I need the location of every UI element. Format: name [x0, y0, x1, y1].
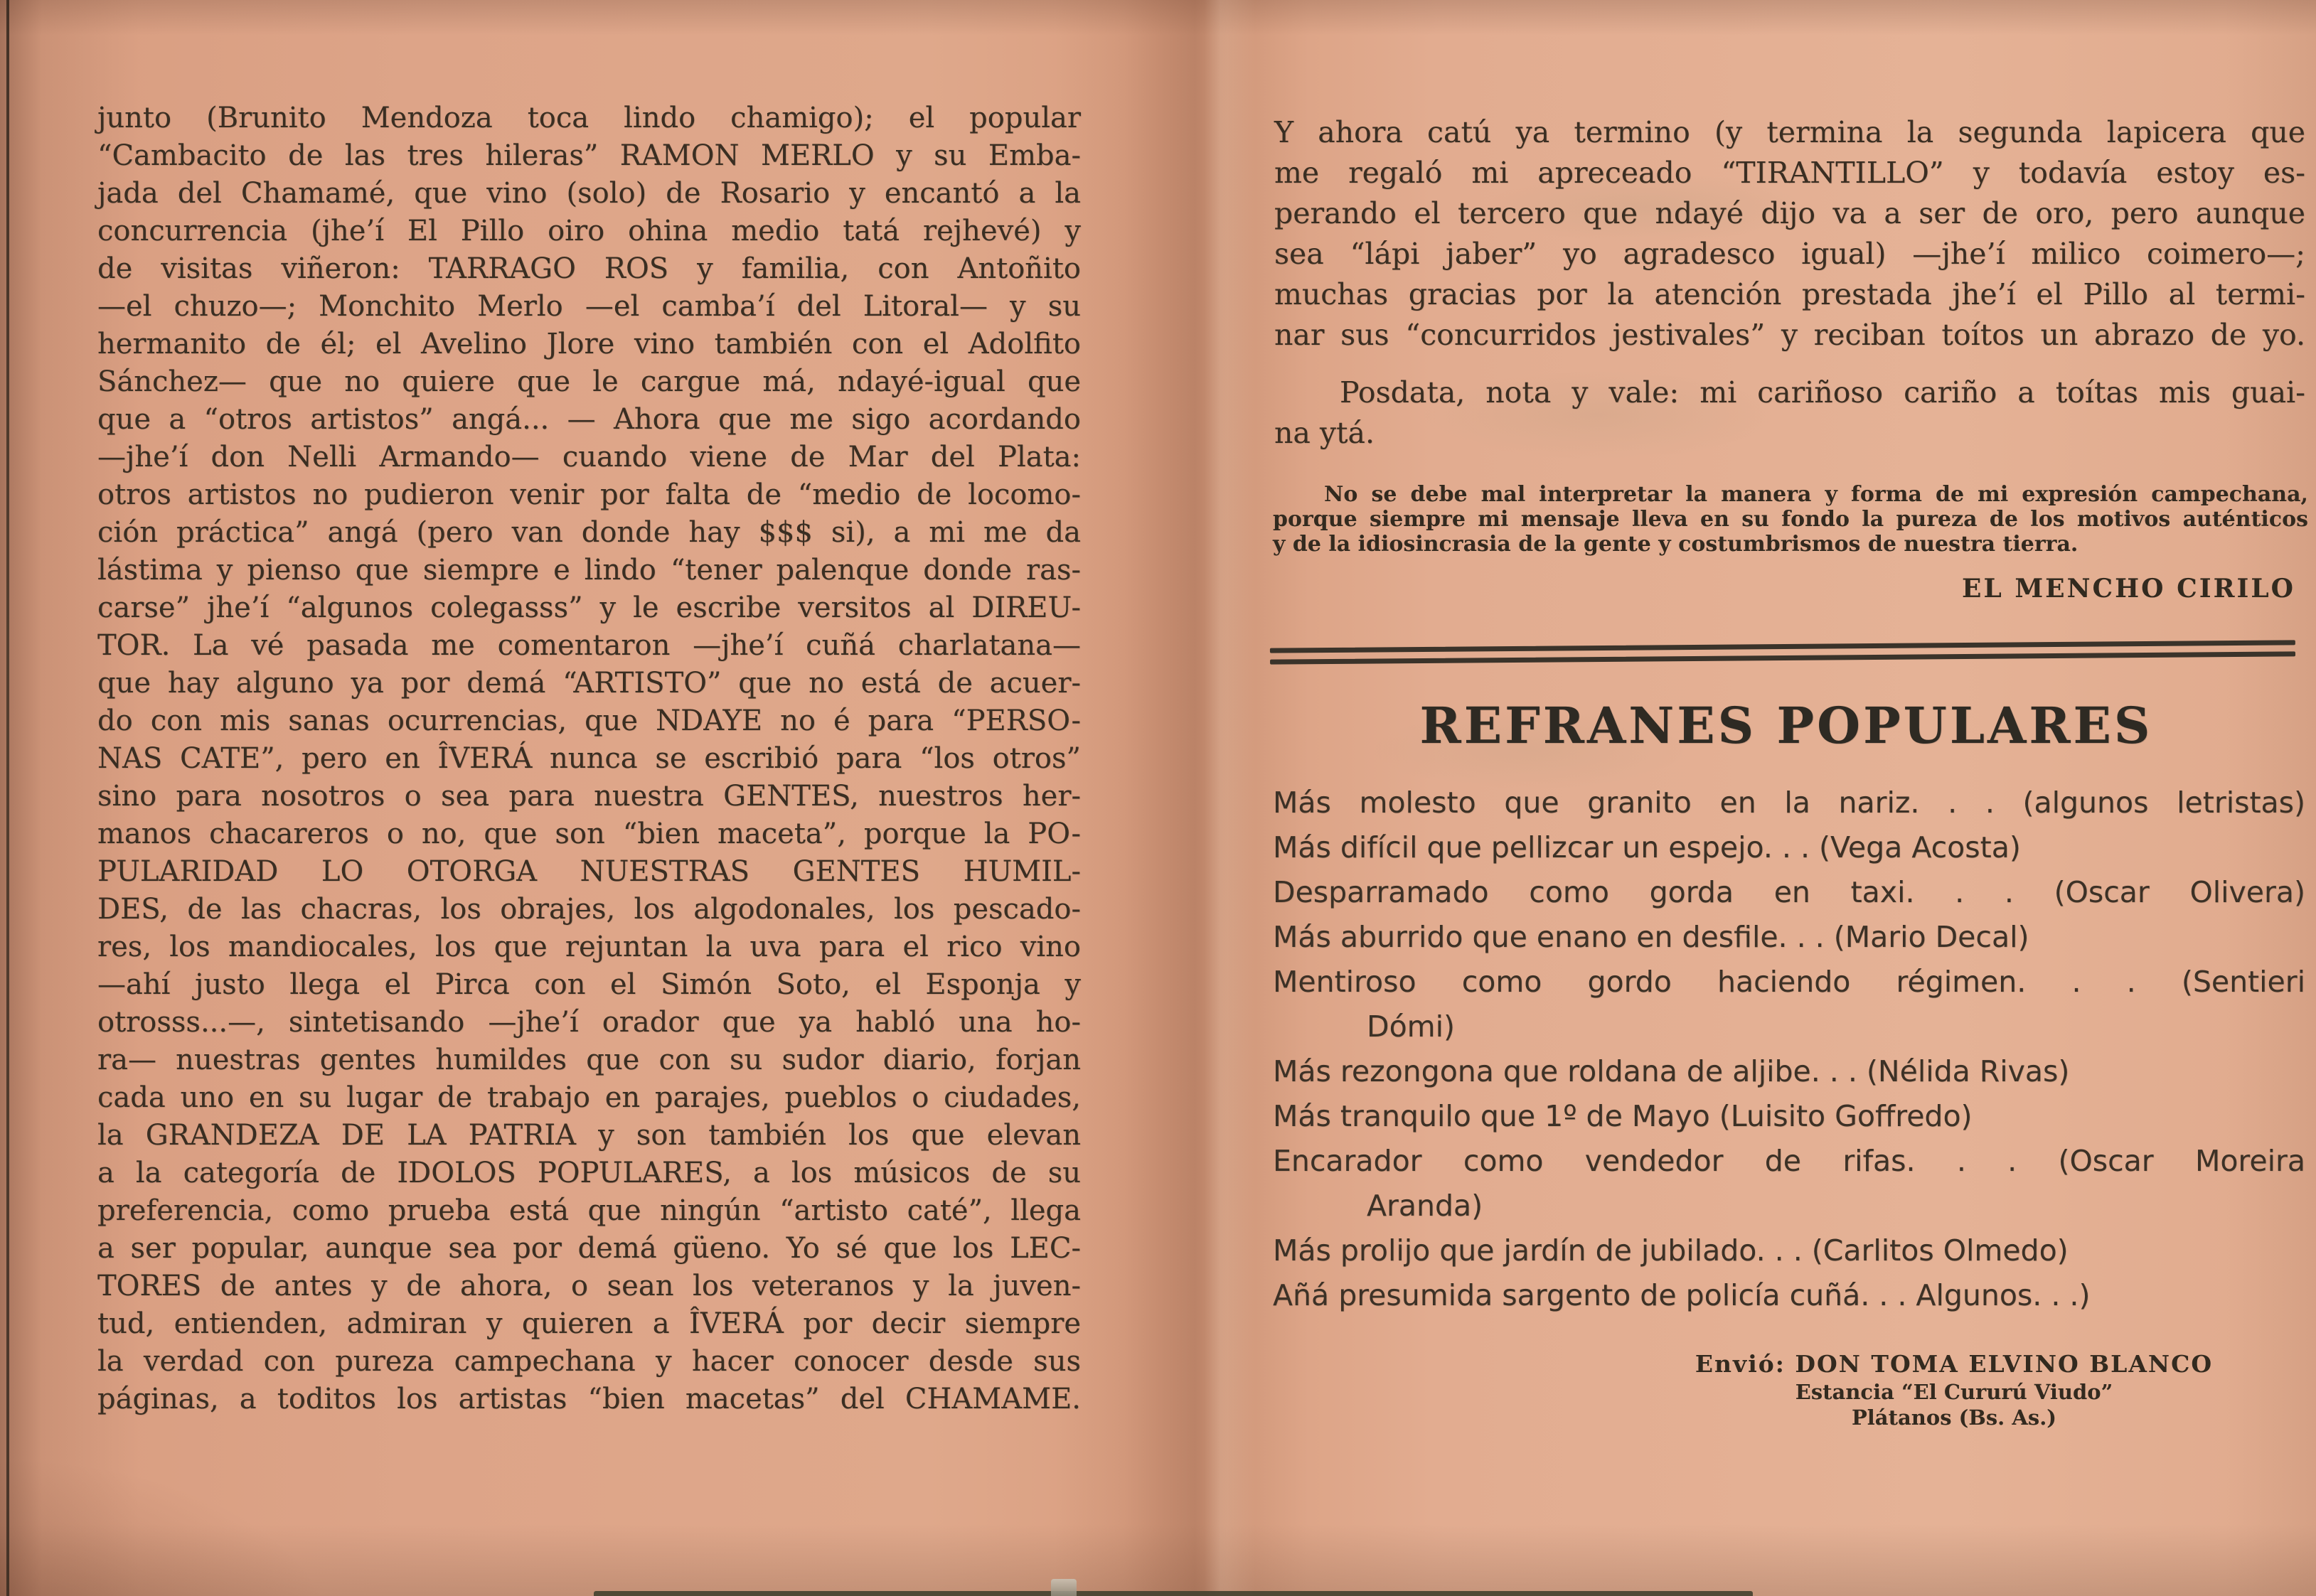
- text-line: ción práctica” angá (pero van donde hay $$$ si), a mi me da: [97, 516, 1081, 549]
- note-line: No se debe mal interpretar la manera y forma de mi expresión campechana,: [1324, 482, 2308, 507]
- text-line: cada uno en su lugar de trabajo en parajes, pueblos o ciudades,: [97, 1081, 1081, 1114]
- text-line: a la categoría de IDOLOS POPULARES, a los músicos de su: [97, 1157, 1081, 1189]
- refran-line: Desparramado como gorda en taxi. . . (Oscar Olivera): [1273, 875, 2305, 909]
- text-line: otrosss...—, sintetisando —jhe’í orador que ya habló una ho-: [97, 1006, 1081, 1039]
- section-title: REFRANES POPULARES: [1419, 696, 2153, 755]
- scan-bottom-edge: [594, 1591, 1753, 1596]
- gutter-bottom-notch: [1051, 1579, 1077, 1596]
- text-line: páginas, a toditos los artistas “bien macetas” del CHAMAME.: [97, 1383, 1081, 1415]
- refran-line: Más tranquilo que 1º de Mayo (Luisito Goffredo): [1273, 1099, 1973, 1133]
- section-divider: [1270, 640, 2295, 670]
- text-line: junto (Brunito Mendoza toca lindo chamigo); el popular: [97, 102, 1081, 134]
- text-line: muchas gracias por la atención prestada jhe’í el Pillo al termi-: [1274, 277, 2305, 311]
- text-line: preferencia, como prueba está que ningún “artisto caté”, llega: [97, 1194, 1081, 1227]
- refran-line: Más molesto que granito en la nariz. . . (algunos letristas): [1273, 786, 2305, 820]
- text-line: manos chacareros o no, que son “bien maceta”, porque la PO-: [97, 818, 1081, 850]
- text-line: la GRANDEZA DE LA PATRIA y son también los que elevan: [97, 1119, 1081, 1152]
- refran-line: Dómi): [1367, 1009, 1455, 1044]
- text-line: perando el tercero que ndayé dijo va a ser de oro, pero aunque: [1274, 196, 2305, 230]
- note-line: porque siempre mi mensaje lleva en su fondo la pureza de los motivos auténticos: [1273, 507, 2308, 532]
- right-page-postdata-paragraph: [1274, 373, 2305, 454]
- sender-name: Envió: DON TOMA ELVINO BLANCO: [1695, 1350, 2214, 1378]
- divider-rule-bottom: [1270, 651, 2295, 664]
- text-line: “Cambacito de las tres hileras” RAMON MERLO y su Emba-: [97, 139, 1081, 172]
- text-line: sea “lápi jaber” yo agradesco igual) —jhe’í milico coimero—;: [1274, 237, 2305, 271]
- text-line: —ahí justo llega el Pirca con el Simón Soto, el Esponja y: [97, 968, 1081, 1001]
- text-line: que hay alguno ya por demá “ARTISTO” que no está de acuer-: [97, 667, 1081, 700]
- refran-line: Más difícil que pellizcar un espejo. . . (Vega Acosta): [1273, 830, 2021, 864]
- text-line: DES, de las chacras, los obrajes, los algodonales, los pescado-: [97, 893, 1081, 926]
- sender-location: Plátanos (Bs. As.): [1851, 1405, 2057, 1430]
- refranes-list: [1273, 781, 2305, 1318]
- text-line: hermanito de él; el Avelino Jlore vino también con el Adolfito: [97, 328, 1081, 360]
- sender-block: [1692, 1349, 2216, 1430]
- text-line: —el chuzo—; Monchito Merlo —el camba’í del Litoral— y su: [97, 290, 1081, 323]
- text-line: carse” jhe’í “algunos colegasss” y le escribe versitos al DIREU-: [97, 591, 1081, 624]
- text-line: Y ahora catú ya termino (y termina la segunda lapicera que: [1274, 115, 2305, 149]
- note-line: y de la idiosincrasia de la gente y costumbrismos de nuestra tierra.: [1273, 532, 2078, 557]
- text-line: do con mis sanas ocurrencias, que NDAYE no é para “PERSO-: [97, 705, 1081, 737]
- text-line: la verdad con pureza campechana y hacer conocer desde sus: [97, 1345, 1081, 1378]
- refran-line: Más rezongona que roldana de aljibe. . . (Nélida Rivas): [1273, 1054, 2070, 1088]
- left-page-text-column: [97, 100, 1081, 1418]
- right-page-paragraph-1: [1274, 112, 2305, 355]
- text-line: —jhe’í don Nelli Armando— cuando viene de Mar del Plata:: [97, 441, 1081, 473]
- left-page-edge-shadow: [6, 0, 9, 1596]
- text-line: TOR. La vé pasada me comentaron —jhe’í cuñá charlatana—: [97, 629, 1081, 662]
- sender-estancia: Estancia “El Cururú Viudo”: [1795, 1380, 2113, 1404]
- text-line: jada del Chamamé, que vino (solo) de Rosario y encantó a la: [97, 177, 1081, 210]
- text-line: na ytá.: [1274, 416, 1375, 450]
- divider-rule-top: [1270, 640, 2295, 653]
- text-line: Posdata, nota y vale: mi cariñoso cariño a toítas mis guai-: [1340, 375, 2305, 409]
- text-line: nar sus “concurridos jestivales” y reciban toítos un abrazo de yo.: [1274, 318, 2305, 352]
- refran-line: Mentiroso como gordo haciendo régimen. . . (Sentieri: [1273, 965, 2305, 999]
- text-line: concurrencia (jhe’í El Pillo oiro ohina medio tatá rejhevé) y: [97, 215, 1081, 247]
- text-line: ra— nuestras gentes humildes que con su sudor diario, forjan: [97, 1044, 1081, 1076]
- text-line: sino para nosotros o sea para nuestra GENTES, nuestros her-: [97, 780, 1081, 813]
- text-line: me regaló mi apreceado “TIRANTILLO” y todavía estoy es-: [1274, 156, 2305, 190]
- refran-line: Aranda): [1367, 1189, 1483, 1223]
- text-line: NAS CATE”, pero en ÎVERÁ nunca se escribió para “los otros”: [97, 742, 1081, 775]
- author-signature: EL MENCHO CIRILO: [1962, 574, 2295, 604]
- text-line: PULARIDAD LO OTORGA NUESTRAS GENTES HUMIL-: [97, 855, 1081, 888]
- text-line: otros artistos no pudieron venir por falta de “medio de locomo-: [97, 478, 1081, 511]
- text-line: lástima y pienso que siempre e lindo “tener palenque donde ras-: [97, 554, 1081, 587]
- text-line: tud, entienden, admiran y quieren a ÎVERÁ por decir siempre: [97, 1307, 1081, 1340]
- text-line: Sánchez— que no quiere que le cargue má, ndayé-igual que: [97, 365, 1081, 398]
- refran-line: Añá presumida sargento de policía cuñá. . . Algunos. . .): [1273, 1278, 2091, 1312]
- editorial-note: [1273, 482, 2308, 557]
- text-line: res, los mandiocales, los que rejuntan la uva para el rico vino: [97, 931, 1081, 963]
- refran-line: Más prolijo que jardín de jubilado. . . (Carlitos Olmedo): [1273, 1233, 2069, 1268]
- text-line: de visitas viñeron: TARRAGO ROS y familia, con Antoñito: [97, 252, 1081, 285]
- refran-line: Encarador como vendedor de rifas. . . (Oscar Moreira: [1273, 1144, 2305, 1178]
- text-line: que a “otros artistos” angá... — Ahora que me sigo acordando: [97, 403, 1081, 436]
- refran-line: Más aburrido que enano en desfile. . . (Mario Decal): [1273, 920, 2029, 954]
- text-line: TORES de antes y de ahora, o sean los veteranos y la juven-: [97, 1270, 1081, 1302]
- text-line: a ser popular, aunque sea por demá güeno. Yo sé que los LEC-: [97, 1232, 1081, 1265]
